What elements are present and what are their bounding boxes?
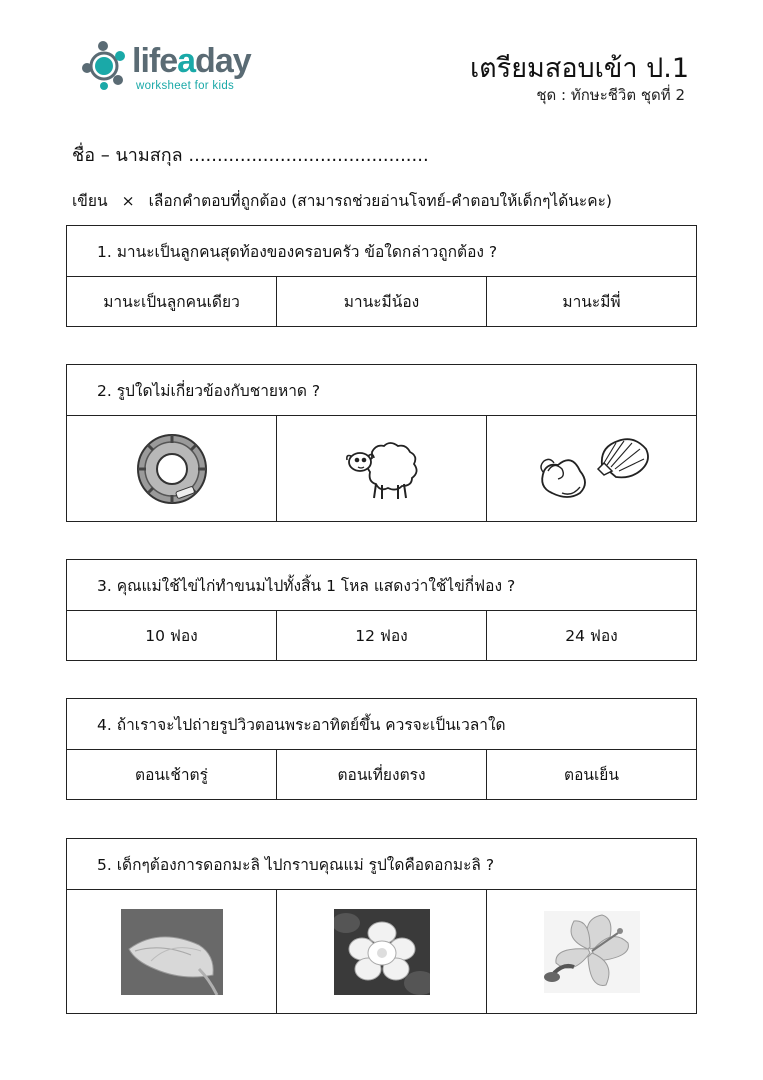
choice-cell[interactable]: มานะมีน้อง bbox=[277, 277, 487, 326]
cross-mark-icon: × bbox=[121, 192, 135, 210]
logo-tagline: worksheet for kids bbox=[136, 80, 235, 92]
worksheet-title: เตรียมสอบเข้า ป.1 bbox=[469, 53, 689, 84]
choice-cell[interactable]: 24 ฟอง bbox=[565, 627, 618, 645]
jasmine-photo bbox=[334, 909, 430, 995]
lotus-photo bbox=[121, 909, 223, 995]
question-text: 3. คุณแม่ใช้ไข่ไก่ทำขนมไปทั้งสิ้น 1 โหล แสดงว่าใช้ไข่กี่ฟอง ? bbox=[67, 560, 696, 611]
choice-cell[interactable]: 12 ฟอง bbox=[277, 611, 487, 660]
logo-wordmark: lifeaday bbox=[132, 42, 251, 80]
worksheet-subtitle: ชุด : ทักษะชีวิต ชุดที่ 2 bbox=[536, 86, 685, 104]
choice-cell[interactable]: ตอนเที่ยงตรง bbox=[277, 750, 487, 799]
question-text: 5. เด็กๆต้องการดอกมะลิ ไปกราบคุณแม่ รูปใดคือดอกมะลิ ? bbox=[67, 839, 696, 890]
question-text: 2. รูปใดไม่เกี่ยวข้องกับชายหาด ? bbox=[67, 365, 696, 416]
seashell-icon bbox=[532, 429, 652, 509]
choice-cell[interactable] bbox=[487, 416, 696, 521]
instruction-prefix: เขียน bbox=[72, 192, 108, 210]
choice-cell[interactable] bbox=[277, 416, 487, 521]
instruction-text: เลือกคำตอบที่ถูกต้อง (สามารถช่วยอ่านโจทย์-คำตอบให้เด็กๆได้นะคะ) bbox=[148, 192, 612, 210]
logo-molecule-icon bbox=[82, 38, 132, 94]
name-field-line[interactable]: ชื่อ – นามสกุล .......................................... bbox=[72, 145, 429, 166]
sheep-icon bbox=[344, 434, 420, 504]
choice-cell[interactable]: 10 ฟอง bbox=[67, 611, 277, 660]
question-text: 1. มานะเป็นลูกคนสุดท้องของครอบครัว ข้อใดกล่าวถูกต้อง ? bbox=[67, 226, 696, 277]
choice-cell[interactable] bbox=[487, 890, 696, 1013]
choice-cell[interactable]: ตอนเช้าตรู่ bbox=[67, 750, 277, 799]
instruction bbox=[72, 188, 612, 213]
lifeaday-logo bbox=[82, 38, 282, 98]
choice-cell[interactable]: มานะมีพี่ bbox=[562, 293, 621, 311]
hibiscus-photo bbox=[544, 911, 640, 993]
choice-cell[interactable]: มานะเป็นลูกคนเดียว bbox=[67, 277, 277, 326]
question-5 bbox=[66, 838, 697, 1014]
question-3 bbox=[66, 559, 697, 661]
question-1 bbox=[66, 225, 697, 327]
choice-cell[interactable] bbox=[67, 416, 277, 521]
choice-cell[interactable] bbox=[67, 890, 277, 1013]
swim-ring-icon bbox=[132, 429, 212, 509]
choice-cell[interactable]: ตอนเย็น bbox=[564, 766, 619, 784]
choice-cell[interactable] bbox=[277, 890, 487, 1013]
question-2 bbox=[66, 364, 697, 522]
question-4 bbox=[66, 698, 697, 800]
question-text: 4. ถ้าเราจะไปถ่ายรูปวิวตอนพระอาทิตย์ขึ้น ควรจะเป็นเวลาใด bbox=[67, 699, 696, 750]
